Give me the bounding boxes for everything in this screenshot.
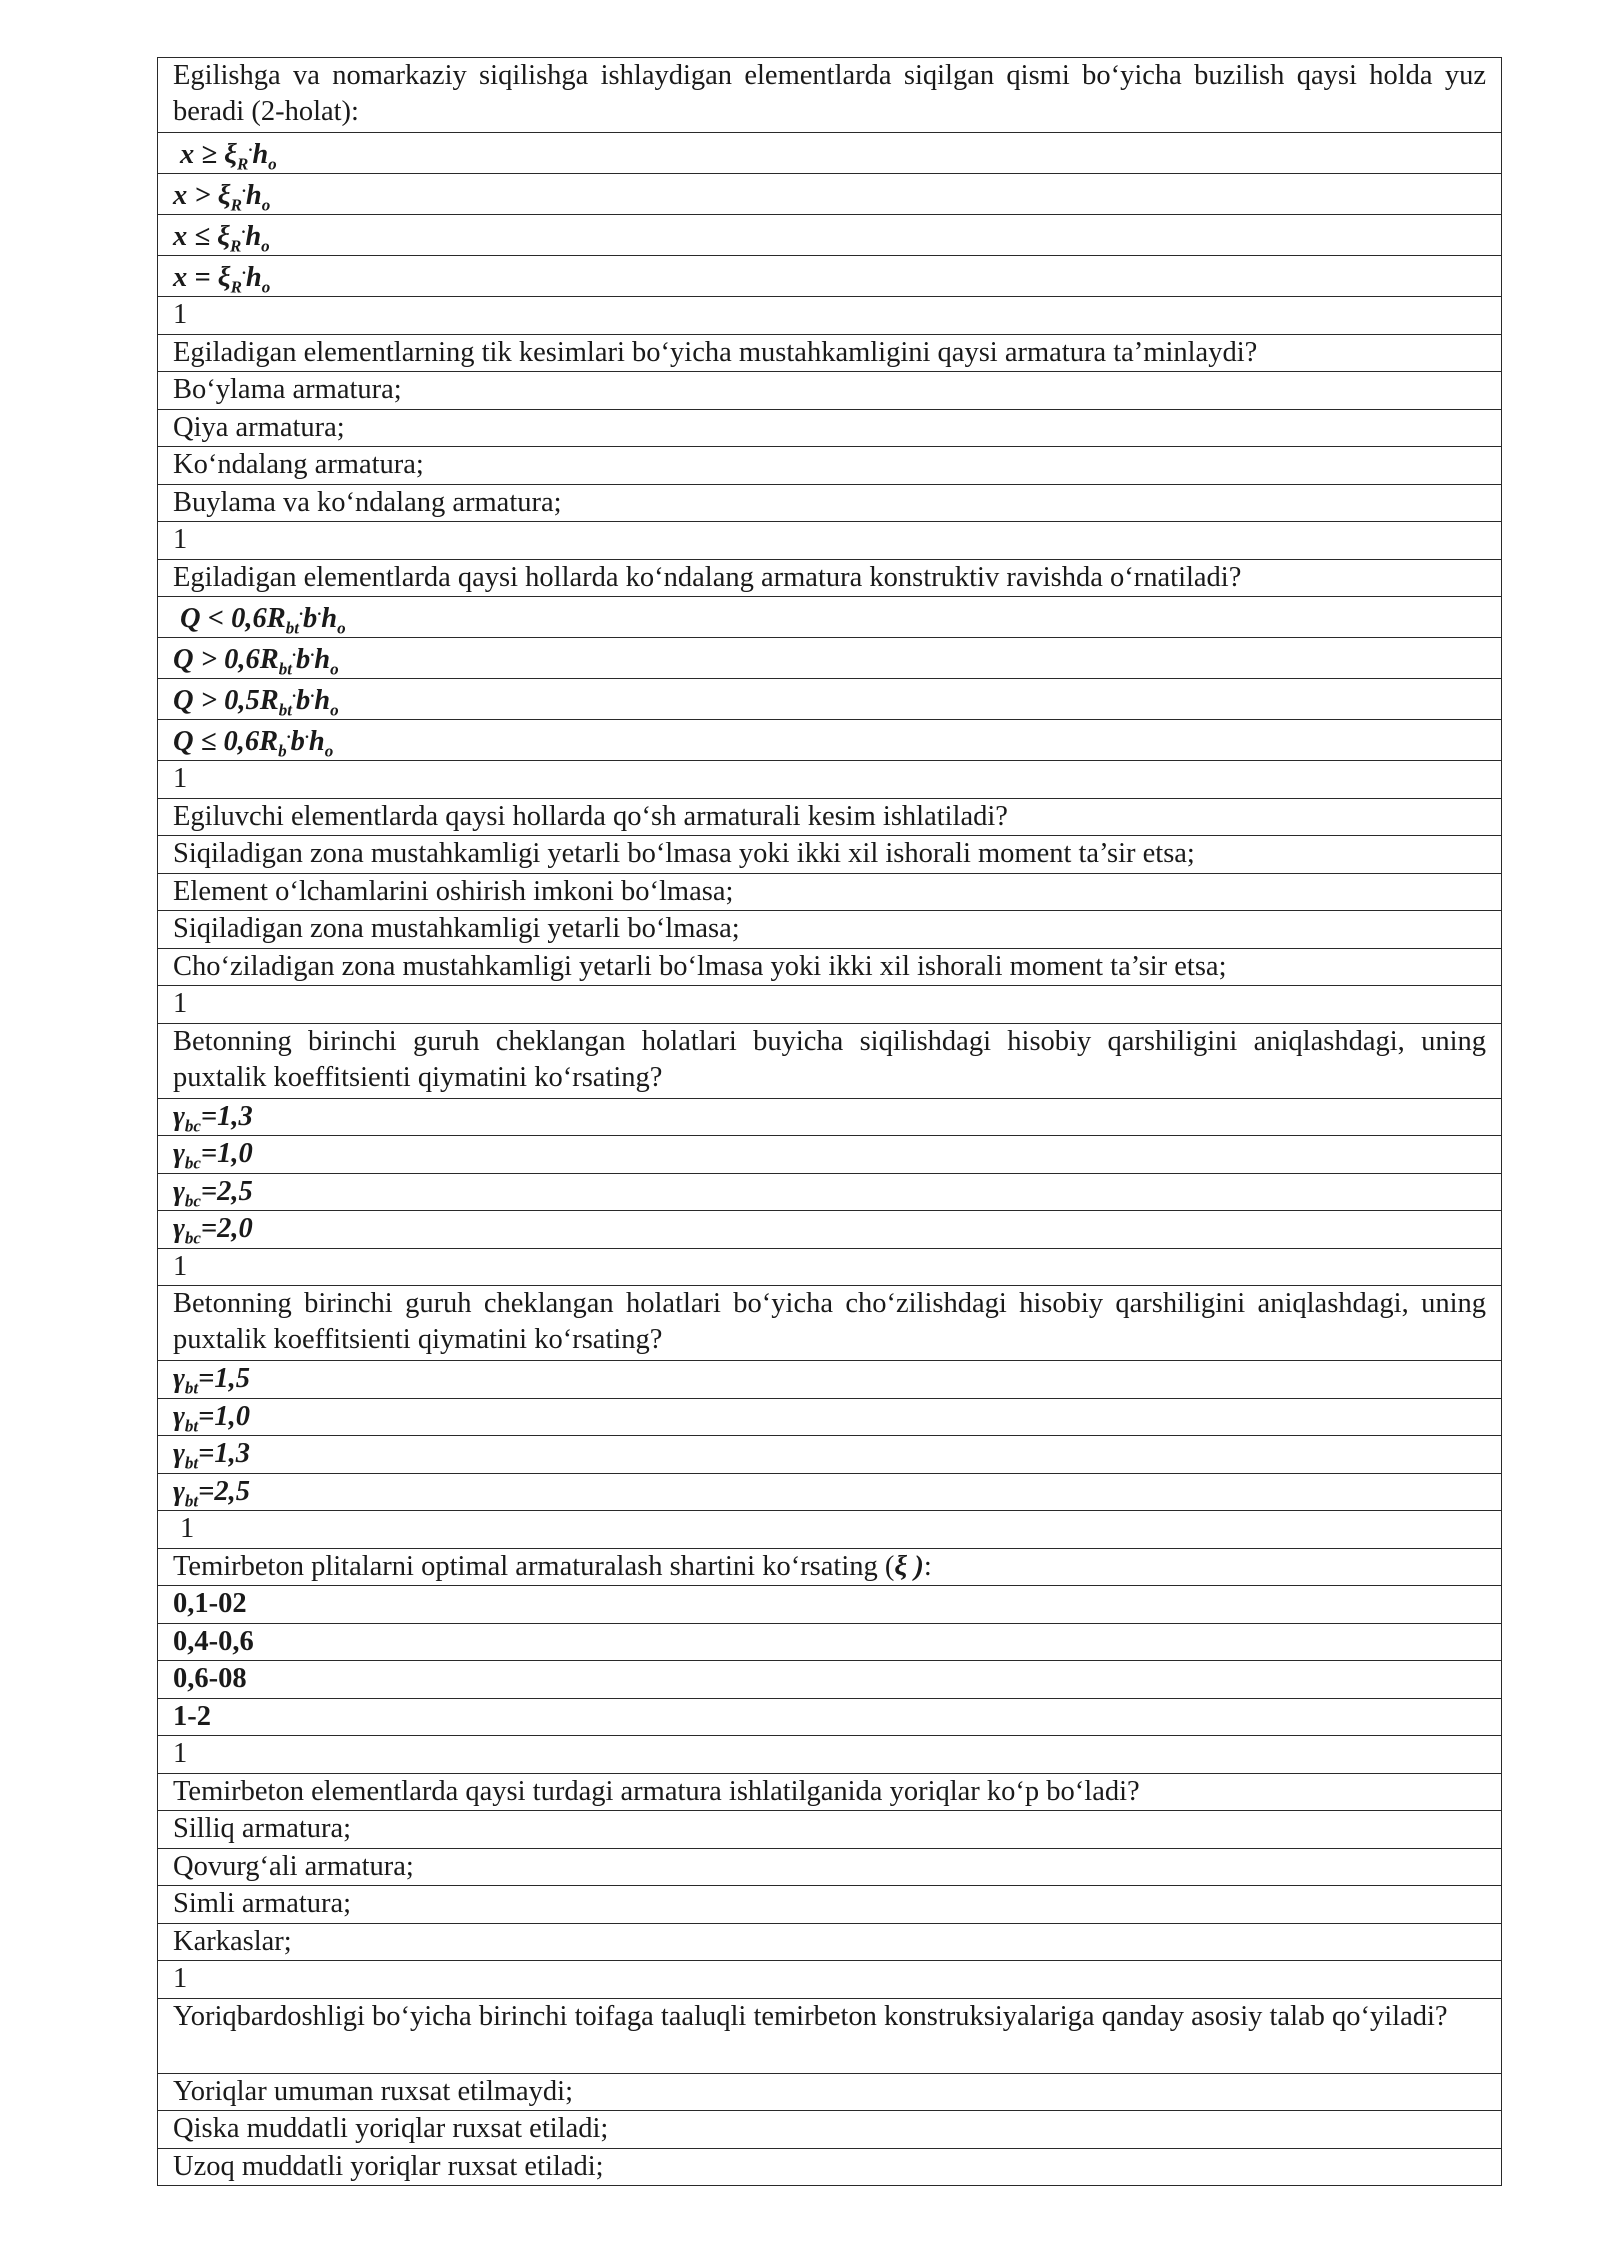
table-row [158,836,1502,874]
table-row [158,1173,1502,1211]
table-row [158,1886,1502,1924]
table-row [158,559,1502,597]
table-row [158,1848,1502,1886]
table-cell: $x \le \xi_R^\cdot h_o$ [158,215,1502,256]
table-row [158,58,1502,133]
table-cell: Egilishga va nomarkaziy siqilishga ishlaydigan elementlarda siqilgan qismi bo‘yicha buzilish qaysi holda yuz beradi (2-holat): [158,58,1502,133]
table-cell: $Q > 0,6R_{bt}^\cdot b^\cdot h_o$ [158,638,1502,679]
table-cell: Silliq armatura; [158,1811,1502,1849]
table-cell: Egiladigan elementlarda qaysi hollarda ko‘ndalang armatura konstruktiv ravishda o‘rnatiladi? [158,559,1502,597]
table-row [158,1398,1502,1436]
table-row [158,297,1502,335]
table-cell: Qiya armatura; [158,409,1502,447]
table-row [158,720,1502,761]
table-cell: $\gamma_{bt}=1,5$ [158,1361,1502,1399]
table-row [158,1961,1502,1999]
table-row [158,597,1502,638]
table-cell: Qovurg‘ali armatura; [158,1848,1502,1886]
table-row [158,372,1502,410]
table-cell: Yoriqlar umuman ruxsat etilmaydi; [158,2073,1502,2111]
table-cell: Ko‘ndalang armatura; [158,447,1502,485]
table-row [158,2073,1502,2111]
table-cell: $\gamma_{bt}=1,3$ [158,1436,1502,1474]
table-row [158,911,1502,949]
table-cell: 1 [158,297,1502,335]
table-cell: 0,1-02 [158,1586,1502,1624]
table-row [158,638,1502,679]
table-row [158,2111,1502,2149]
table-cell: $x = \xi_R^\cdot h_o$ [158,256,1502,297]
table-cell: $x \ge \xi_R^\cdot h_o$ [158,133,1502,174]
table-cell: Siqiladigan zona mustahkamligi yetarli bo‘lmasa yoki ikki xil ishorali moment ta’sir etsa; [158,836,1502,874]
table-row [158,986,1502,1024]
table-row [158,1136,1502,1174]
table-row [158,1998,1502,2073]
table-cell [158,1548,1502,1586]
table-row [158,2148,1502,2186]
table-row [158,679,1502,720]
table-cell: Uzoq muddatli yoriqlar ruxsat etiladi; [158,2148,1502,2186]
table-row [158,1736,1502,1774]
table-cell: 1 [158,522,1502,560]
table-row [158,1286,1502,1361]
table-cell: 1 [158,1736,1502,1774]
table-cell: Egiluvchi elementlarda qaysi hollarda qo‘sh armaturali kesim ishlatiladi? [158,798,1502,836]
table-row [158,1661,1502,1699]
table-row [158,133,1502,174]
table-row [158,1698,1502,1736]
table-row [158,1511,1502,1549]
table-cell: $\gamma_{bc}=1,0$ [158,1136,1502,1174]
table-row [158,1361,1502,1399]
table-row [158,873,1502,911]
table-row [158,334,1502,372]
table-cell: Bo‘ylama armatura; [158,372,1502,410]
table-cell: $Q > 0,5R_{bt}^\cdot b^\cdot h_o$ [158,679,1502,720]
table-cell: $Q \le 0,6R_b^\cdot b^\cdot h_o$ [158,720,1502,761]
table-cell: Yoriqbardoshligi bo‘yicha birinchi toifaga taaluqli temirbeton konstruksiyalariga qanday asosiy talab qo‘yiladi? [158,1998,1502,2073]
table-row [158,1436,1502,1474]
table-row [158,447,1502,485]
table-row [158,1773,1502,1811]
table-cell: 1-2 [158,1698,1502,1736]
table-row [158,1211,1502,1249]
table-cell: Karkaslar; [158,1923,1502,1961]
table-row [158,1623,1502,1661]
table-cell: 0,6-08 [158,1661,1502,1699]
table-cell: Buylama va ko‘ndalang armatura; [158,484,1502,522]
question-table [157,57,1502,2186]
table-row [158,1023,1502,1098]
table-row [158,215,1502,256]
table-cell: 1 [158,986,1502,1024]
table-row [158,522,1502,560]
xi-symbol: ξ ) [894,1550,924,1582]
table-cell: 1 [158,761,1502,799]
table-cell: $Q < 0,6R_{bt}^\cdot b^\cdot h_o$ [158,597,1502,638]
table-cell: $\gamma_{bt}=1,0$ [158,1398,1502,1436]
table-row [158,1248,1502,1286]
table-row [158,174,1502,215]
table-row [158,1548,1502,1586]
table-row [158,256,1502,297]
table-cell: Cho‘ziladigan zona mustahkamligi yetarli bo‘lmasa yoki ikki xil ishorali moment ta’sir etsa; [158,948,1502,986]
table-row [158,409,1502,447]
table-cell: Element o‘lchamlarini oshirish imkoni bo‘lmasa; [158,873,1502,911]
table-row [158,484,1502,522]
table-cell: 1 [158,1248,1502,1286]
table-cell: 0,4-0,6 [158,1623,1502,1661]
table-cell: Temirbeton elementlarda qaysi turdagi armatura ishlatilganida yoriqlar ko‘p bo‘ladi? [158,1773,1502,1811]
table-row [158,948,1502,986]
table-row [158,1811,1502,1849]
question-suffix: : [923,1550,932,1582]
table-cell: $x > \xi_R^\cdot h_o$ [158,174,1502,215]
table-cell: Egiladigan elementlarning tik kesimlari bo‘yicha mustahkamligini qaysi armatura ta’minlaydi? [158,334,1502,372]
question-text: Temirbeton plitalarni optimal armaturalash shartini ko‘rsating ( [173,1550,895,1582]
table-cell: $\gamma_{bc}=1,3$ [158,1098,1502,1136]
table-row [158,1098,1502,1136]
table-row [158,798,1502,836]
table-cell: $\gamma_{bc}=2,5$ [158,1173,1502,1211]
table-cell: Betonning birinchi guruh cheklangan holatlari bo‘yicha cho‘zilishdagi hisobiy qarshiligini aniqlashdagi, uning puxtalik koeffitsienti qiymatini ko‘rsating? [158,1286,1502,1361]
table-cell: $\gamma_{bt}=2,5$ [158,1473,1502,1511]
table-cell: Betonning birinchi guruh cheklangan holatlari buyicha siqilishdagi hisobiy qarshiligini aniqlashdagi, uning puxtalik koeffitsienti qiymatini ko‘rsating? [158,1023,1502,1098]
table-row [158,1586,1502,1624]
table-row [158,761,1502,799]
table-cell: 1 [158,1511,1502,1549]
table-cell: Simli armatura; [158,1886,1502,1924]
table-row [158,1473,1502,1511]
table-cell: 1 [158,1961,1502,1999]
table-cell: $\gamma_{bc}=2,0$ [158,1211,1502,1249]
table-cell: Qiska muddatli yoriqlar ruxsat etiladi; [158,2111,1502,2149]
table-cell: Siqiladigan zona mustahkamligi yetarli bo‘lmasa; [158,911,1502,949]
table-row [158,1923,1502,1961]
